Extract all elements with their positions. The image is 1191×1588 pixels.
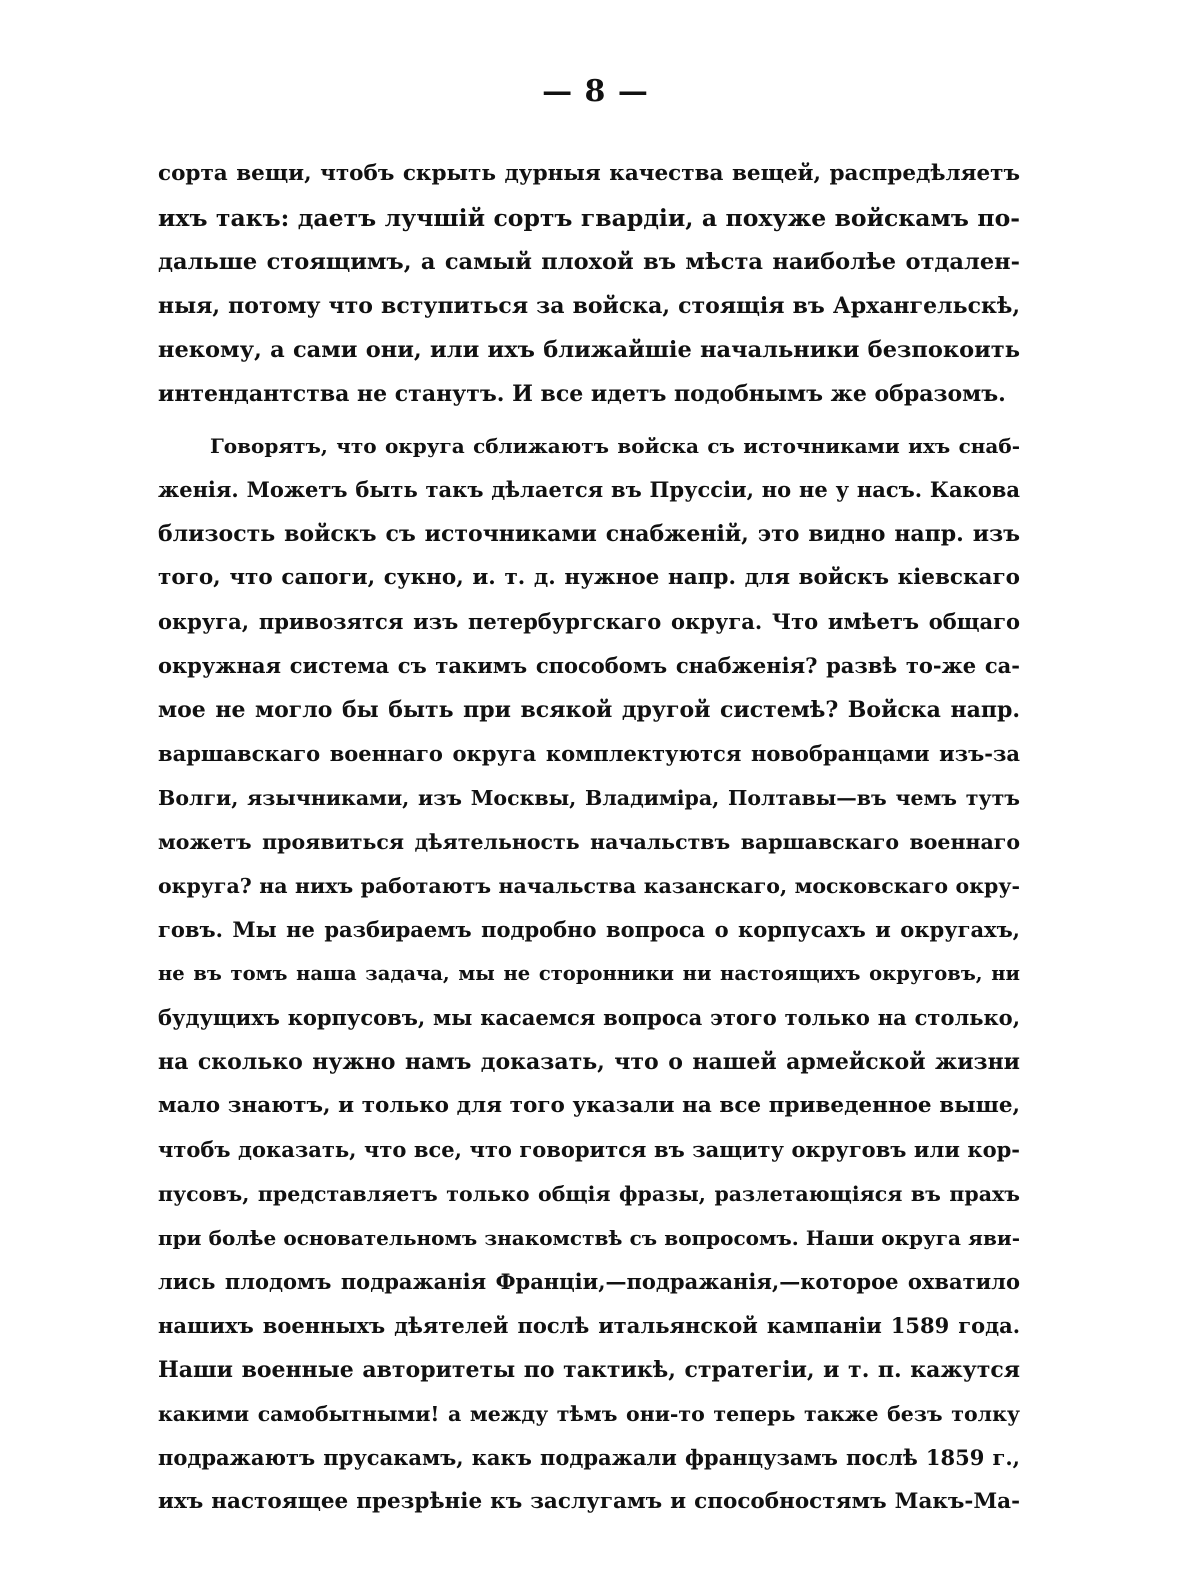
text-line: на сколько нужно намъ доказать, что о нашей армейской жизни [158, 1049, 1020, 1075]
text-line: Волги, язычниками, изъ Москвы, Владиміра, Полтавы—въ чемъ тутъ [158, 786, 1020, 810]
text-line: подражаютъ прусакамъ, какъ подражали французамъ послѣ 1859 г., [158, 1445, 1020, 1470]
text-line: близость войскъ съ источниками снабженій, это видно напр. изъ [158, 521, 1020, 547]
page-number: — 8 — [542, 74, 649, 109]
text-line: будущихъ корпусовъ, мы касаемся вопроса этого только на столько, [158, 1005, 1020, 1030]
text-line: при болѣе основательномъ знакомствѣ съ вопросомъ. Наши округа яви- [158, 1226, 1020, 1250]
text-line: женія. Можетъ быть такъ дѣлается въ Пруссіи, но не у насъ. Какова [158, 477, 1020, 502]
text-line: дальше стоящимъ, а самый плохой въ мѣста наиболѣе отдален- [158, 249, 1020, 275]
text-line: мало знаютъ, и только для того указали на все приведенное выше, [158, 1093, 1020, 1118]
text-line: Наши военные авторитеты по тактикѣ, стратегіи, и т. п. кажутся [158, 1357, 1020, 1383]
text-line: округа, привозятся изъ петербургскаго округа. Что имѣетъ общаго [158, 609, 1020, 634]
text-line: пусовъ, представляетъ только общія фразы, разлетающіяся въ прахъ [158, 1182, 1020, 1206]
text-line: округа? на нихъ работаютъ начальства казанскаго, московскаго окру- [158, 874, 1020, 898]
text-line: окружная система съ такимъ способомъ снабженія? развѣ то-же са- [158, 653, 1020, 678]
paragraph-2 [158, 424, 1020, 1524]
text-line: какими самобытными! а между тѣмъ они-то теперь также безъ толку [158, 1402, 1020, 1426]
text-line: можетъ проявиться дѣятельность начальствъ варшавскаго военнаго [158, 830, 1020, 854]
text-line: интендантства не станутъ. И все идетъ подобнымъ же образомъ. [158, 381, 1006, 407]
text-line: чтобъ доказать, что все, что говорится въ защиту округовъ или кор- [158, 1137, 1020, 1162]
text-line: ихъ настоящее презрѣніе къ заслугамъ и способностямъ Макъ-Ма- [158, 1489, 1020, 1514]
text-line: того, что сапоги, сукно, и. т. д. нужное напр. для войскъ кіевскаго [158, 565, 1020, 590]
text-line: нашихъ военныхъ дѣятелей послѣ итальянской кампаніи 1589 года. [158, 1313, 1020, 1338]
text-line: варшавскаго военнаго округа комплектуются новобранцами изъ-за [158, 741, 1020, 766]
paragraph-gap [158, 416, 1020, 424]
text-line: ихъ такъ: даетъ лучшій сортъ гвардіи, а похуже войскамъ по- [158, 204, 1020, 232]
paragraph-1 [158, 152, 1020, 416]
text-line: лись плодомъ подражанія Франціи,—подражанія,—которое охватило [158, 1269, 1020, 1294]
text-line: говъ. Мы не разбираемъ подробно вопроса о корпусахъ и округахъ, [158, 917, 1020, 942]
text-line: некому, а сами они, или ихъ ближайшіе начальники безпокоить [158, 337, 1020, 363]
text-line: сорта вещи, чтобъ скрыть дурныя качества вещей, распредѣляетъ [158, 161, 1020, 186]
text-line: Говорятъ, что округа сближаютъ войска съ источниками ихъ снаб- [210, 434, 1020, 458]
text-line: не въ томъ наша задача, мы не сторонники ни настоящихъ округовъ, ни [158, 962, 1020, 985]
text-line: мое не могло бы быть при всякой другой системѣ? Войска напр. [158, 697, 1020, 723]
text-line: ныя, потому что вступиться за войска, стоящія въ Архангельскѣ, [158, 293, 1020, 319]
body-text [158, 152, 1020, 1524]
